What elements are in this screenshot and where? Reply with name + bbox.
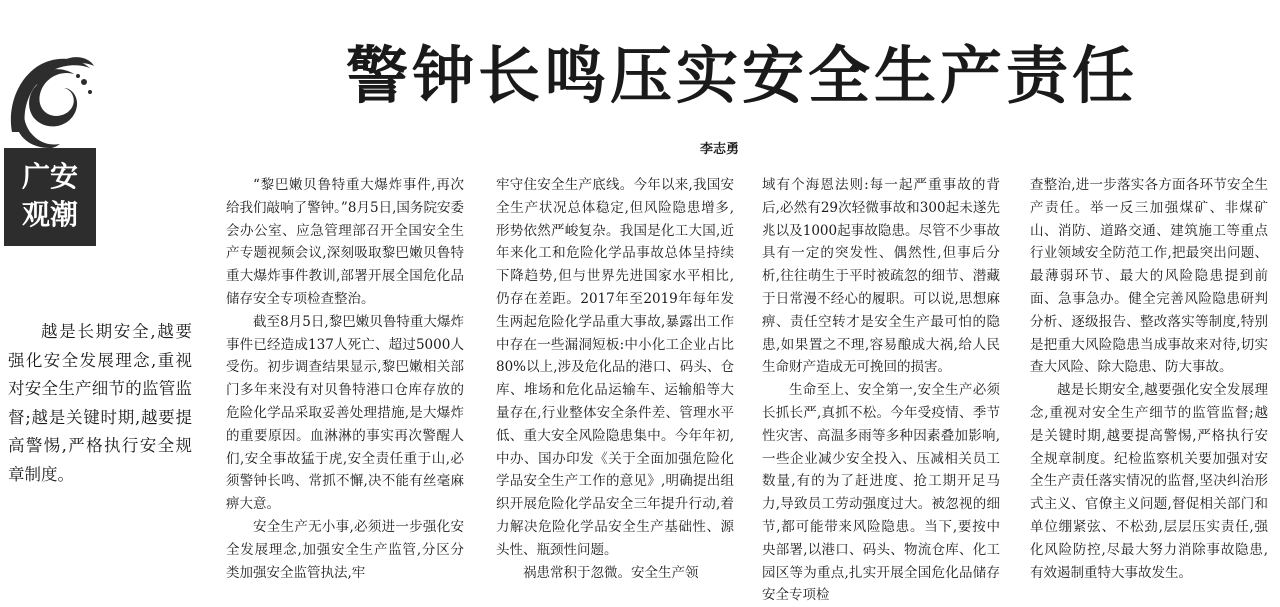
article-column-2 [496, 174, 734, 584]
column-tag-line1: 广安 [21, 160, 78, 193]
article-column-3 [762, 174, 1000, 607]
article-paragraph: 越是长期安全,越要强化安全发展理念,重视对安全生产细节的监管监督;越是关键时期,越要提高警惕,严格执行安全规章制度。纪检监察机关要加强对安全生产责任落实情况的监督,坚决纠治形式主义、官僚主义问题,督促相关部门和单位绷紧弦、不松劲,层层压实责任,强化风险防控,尽最大努力消除事故隐患,有效遏制重特大事故发生。 [1030, 382, 1268, 581]
article-paragraph: 生命至上、安全第一,安全生产必须长抓长严,真抓不松。今年受疫情、季节性灾害、高温多雨等多种因素叠加影响,一些企业减少安全投入、压减相关员工数量,有的为了赶进度、抢工期开足马力,导致员工劳动强度过大。被忽视的细节,都可能带来风险隐患。当下,要按中央部署,以港口、码头、物流仓库、化工园区等为重点,扎实开展全国危化品储存安全专项检 [762, 382, 1000, 604]
pull-quote: 越是长期安全,越要强化安全发展理念,重视对安全生产细节的监管监督;越是关键时期,越要提高警惕,严格执行安全规章制度。 [8, 322, 192, 484]
column-tag [4, 148, 96, 246]
column-tag-line2: 观潮 [21, 198, 78, 231]
article-paragraph: “黎巴嫩贝鲁特重大爆炸事件,再次给我们敲响了警钟。”8月5日,国务院安委会办公室、应急管理部召开全国安全生产专题视频会议,深刻吸取黎巴嫩贝鲁特重大爆炸事件教训,部署开展全国危化品储存安全专项检查整治。 [226, 177, 464, 307]
article-paragraph: 祸患常积于忽微。安全生产领 [523, 564, 699, 581]
wave-icon [4, 52, 96, 152]
article-author: 李志勇 [700, 142, 740, 157]
article-paragraph: 域有个海恩法则:每一起严重事故的背后,必然有29次轻微事故和300起未遂先兆以及1000起事故隐患。尽管不少事故具有一定的突发性、偶然性,但事后分析,往往萌生于平时被疏忽的细节、潜藏于日常漫不经心的履职。可以说,思想麻痹、责任空转才是安全生产最可怕的隐患,如果置之不理,容易酿成大祸,给人民生命财产造成无可挽回的损害。 [762, 177, 1000, 376]
article-column-4 [1030, 174, 1268, 584]
article-paragraph: 查整治,进一步落实各方面各环节安全生产责任。举一反三加强煤矿、非煤矿山、消防、道路交通、建筑施工等重点行业领域安全防范工作,把最突出问题、最薄弱环节、最大的风险隐患提到前面、急事急办。健全完善风险隐患研判分析、逐级报告、整改落实等制度,特别是把重大风险隐患当成事故来对待,切实查大风险、除大隐患、防大事故。 [1030, 177, 1268, 376]
article-paragraph: 截至8月5日,黎巴嫩贝鲁特重大爆炸事件已经造成137人死亡、超过5000人受伤。初步调查结果显示,黎巴嫩相关部门多年来没有对贝鲁特港口仓库存放的危险化学品采取妥善处理措施,是大爆炸的重要原因。血淋淋的事实再次警醒人们,安全事故猛于虎,安全责任重于山,必须警钟长鸣、常抓不懈,决不能有丝毫麻痹大意。 [226, 313, 464, 513]
article-column-1 [226, 174, 464, 584]
article-paragraph: 牢守住安全生产底线。今年以来,我国安全生产状况总体稳定,但风险隐患增多,形势依然严峻复杂。我国是化工大国,近年来化工和危险化学品事故总体呈持续下降趋势,但与世界先进国家水平相比,仍存在差距。2017年至2019年每年发生两起危险化学品重大事故,暴露出工作中存在一些漏洞短板:中小化工企业占比80%以上,涉及危化品的港口、码头、仓库、堆场和危化品运输车、运输船等大量存在,行业整体安全条件差、管理水平低、重大安全风险隐患集中。今年年初,中办、国办印发《关于全面加强危险化学品安全生产工作的意见》,明确提出组织开展危险化学品安全三年提升行动,着力解决危险化学品安全生产基础性、源头性、瓶颈性问题。 [496, 177, 734, 558]
article-paragraph: 安全生产无小事,必须进一步强化安全发展理念,加强安全生产监管,分区分类加强安全监管执法,牢 [226, 518, 464, 581]
article-title: 警钟长鸣压实安全生产责任 [345, 39, 1138, 112]
